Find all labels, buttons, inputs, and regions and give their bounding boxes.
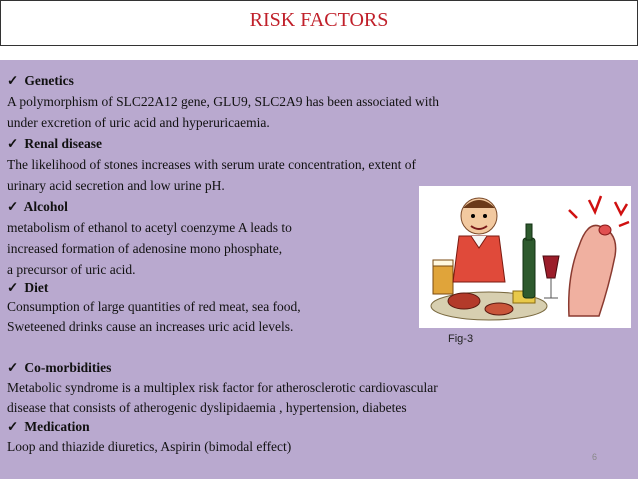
checkmark-icon: ✓: [7, 280, 19, 295]
checkmark-icon: ✓: [7, 199, 19, 214]
slide-title: RISK FACTORS: [249, 9, 389, 31]
checkmark-icon: ✓: [7, 136, 19, 151]
comorbidities-line-1: Metabolic syndrome is a multiplex risk factor for atherosclerotic cardiovascular: [7, 380, 438, 395]
gout-cartoon-image: [419, 186, 631, 328]
genetics-heading: ✓ Genetics: [7, 73, 74, 88]
alcohol-heading: ✓ Alcohol: [7, 199, 68, 214]
checkmark-icon: ✓: [7, 419, 19, 434]
gout-illustration: [419, 186, 631, 328]
medication-heading: ✓ Medication: [7, 419, 90, 434]
comorbidities-heading: ✓ Co-morbidities: [7, 360, 112, 375]
renal-line-1: The likelihood of stones increases with serum urate concentration, extent of: [7, 157, 416, 172]
renal-heading: ✓ Renal disease: [7, 136, 102, 151]
renal-line-2: urinary acid secretion and low urine pH.: [7, 178, 225, 193]
checkmark-icon: ✓: [7, 73, 19, 88]
genetics-line-1: A polymorphism of SLC22A12 gene, GLU9, SLC2A9 has been associated with: [7, 94, 439, 109]
figure-label: Fig-3: [448, 333, 474, 345]
alcohol-line-3: a precursor of uric acid.: [7, 262, 136, 277]
page-number: 6: [592, 452, 598, 462]
alcohol-line-2: increased formation of adenosine mono phosphate,: [7, 241, 283, 256]
diet-heading: ✓ Diet: [7, 280, 49, 295]
comorbidities-line-2: disease that consists of atherogenic dyslipidaemia , hypertension, diabetes: [7, 400, 407, 415]
diet-line-1: Consumption of large quantities of red meat, sea food,: [7, 299, 301, 314]
checkmark-icon: ✓: [7, 360, 19, 375]
diet-line-2: Sweteened drinks cause an increases uric acid levels.: [7, 319, 294, 334]
alcohol-line-1: metabolism of ethanol to acetyl coenzyme A leads to: [7, 220, 292, 235]
genetics-line-2: under excretion of uric acid and hyperuricaemia.: [7, 115, 270, 130]
title-box: [0, 0, 638, 46]
medication-line-1: Loop and thiazide diuretics, Aspirin (bimodal effect): [7, 439, 292, 454]
